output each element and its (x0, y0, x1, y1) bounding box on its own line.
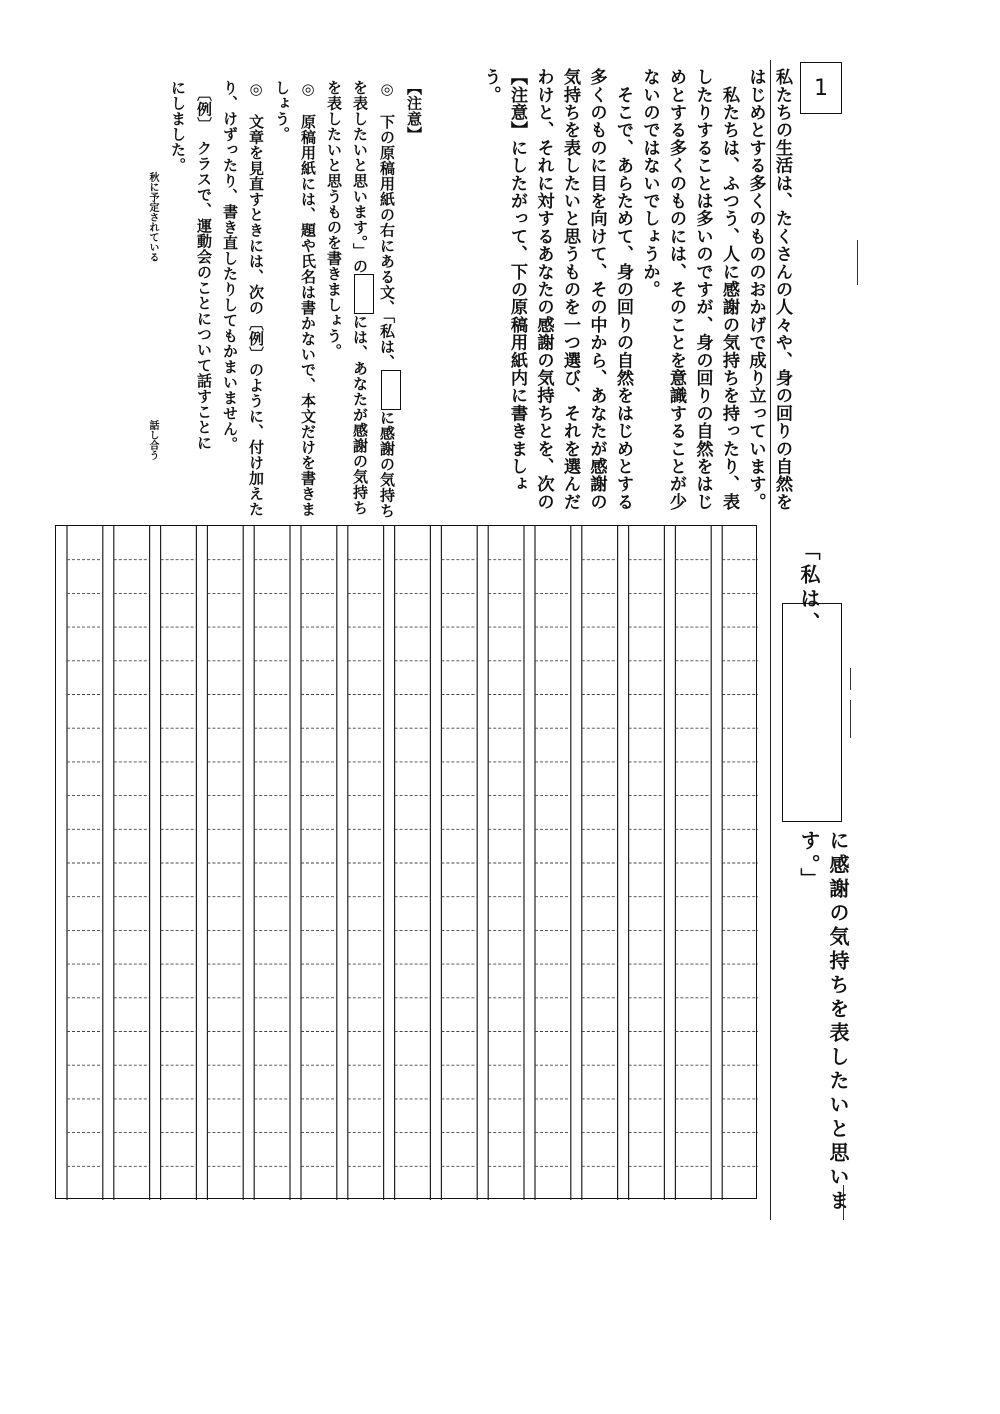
prompt-paragraph-1: 私たちの生活は、たくさんの人々や、身の回りの自然をはじめとする多くのもののおかげで成り立っています。 (745, 68, 792, 511)
question-number: 1 (800, 62, 842, 114)
margin-mark (850, 700, 851, 738)
example-line-1 (191, 86, 217, 520)
inline-blank-box-2 (354, 274, 374, 314)
margin-mark (850, 668, 851, 690)
notes-section (92, 80, 427, 520)
note-item-2: ◎ 原稿用紙には、題や氏名は書かないで、本文だけを書きましょう。 (273, 80, 317, 517)
note-item-1 (321, 80, 401, 520)
note-item-1-part-b: に感謝の気持ちを表したいと思います。」の (351, 80, 396, 519)
example-sentence: クラスで、運動会のことについて話すことに (195, 140, 213, 451)
note-item-1-part-a: ◎ 下の原稿用紙の右にある文、「私は、 (378, 80, 396, 370)
inline-blank-box (381, 370, 401, 410)
answer-sentence-after: に感謝の気持ちを表したいと思います。」 (797, 830, 850, 1214)
manuscript-grid-lines (56, 526, 758, 1200)
margin-mark (843, 1185, 844, 1220)
note-item-1-part-c: には、あなたが感謝の気持ちを表したいと思うものを書きましょう。 (325, 80, 369, 516)
prompt-paragraph-3: そこで、あらためて、身の回りの自然をはじめとする多くのものに目を向けて、その中から、あなたが感謝の気持ちを表したいと思うものを一つ選び、それを選んだわけと、それに対するあなたの感謝の気持ちとを、次の【注意】にしたがって、下の原稿用紙内に書きましょう。 (480, 68, 633, 511)
example-insert-annotation: 秋に予定されている (147, 172, 158, 262)
prompt-paragraph-2: 私たちは、ふつう、人に感謝の気持ちを持ったり、表したりすることは多いのですが、身の回りの自然をはじめとする多くのものには、そのことを意識することが少ないのではないでしょうか。 (639, 68, 739, 511)
margin-mark (857, 240, 858, 285)
example-line-2: にしました。 (169, 80, 187, 173)
manuscript-grid[interactable] (55, 525, 757, 1199)
example-replace-annotation: 話し合う (147, 420, 158, 460)
answer-sentence-before: 「私は、 (797, 540, 821, 636)
note-item-3: ◎ 文章を見直すときには、次の〔例〕のように、付け加えたり、けずったり、書き直したりしてもかまいません。 (221, 80, 265, 517)
answer-blank-box[interactable] (782, 603, 842, 822)
notes-heading: 【注意】 (405, 80, 423, 142)
example-label: 〔例〕 (195, 86, 213, 125)
divider-line (770, 60, 771, 1220)
question-prompt (440, 68, 795, 518)
